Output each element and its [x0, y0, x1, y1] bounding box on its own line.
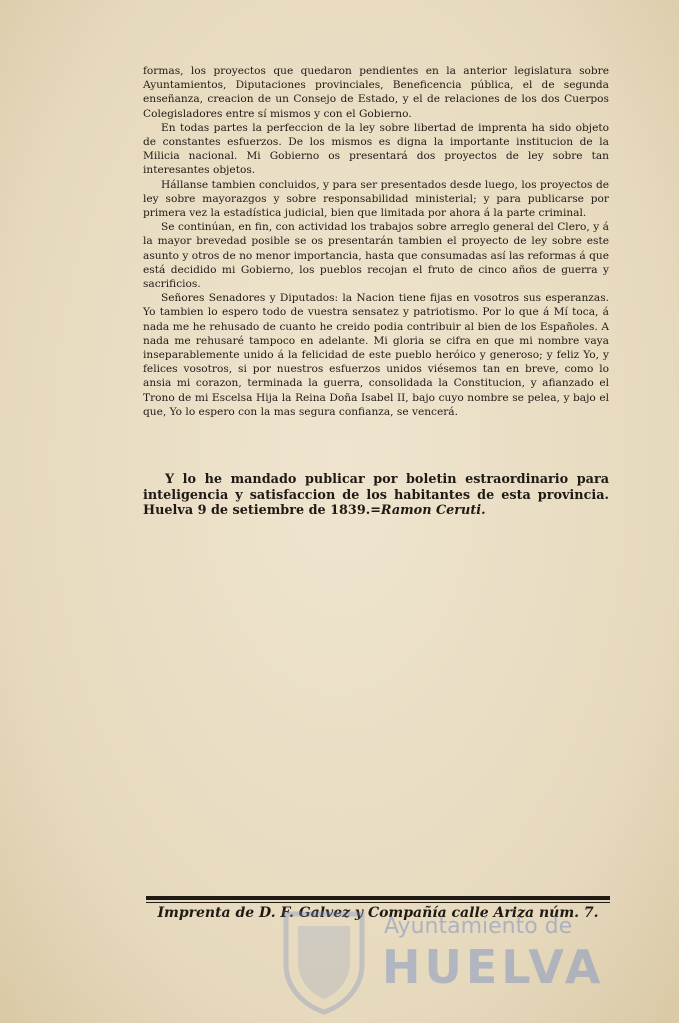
paragraph-5: Señores Senadores y Diputados: la Nacion tiene fijas en vosotros sus esperanzas. Yo tambien lo espero todo de vuestra sensatez y patriotismo. Por lo que á Mí toca, á nada me he rehusado de cuanto he creido podia contribuir al bien de los Españoles. A nada me rehusaré tampoco en adelante. Mi gloria se cifra en que mi nombre vaya inseparablemente unido á la felicidad de este pueblo heróico y generoso; y feliz Yo, y felices vosotros, si por nuestros esfuerzos unidos viésemos tan en breve, como lo ansia mi corazon, terminada la guerra, consolidada la Constitucion, y afianzado el Trono de mi Escelsa Hija la Reina Doña Isabel II, bajo cuyo nombre se pelea, y bajo el que, Yo lo espero con la mas segura confianza, se vencerá.: [143, 292, 609, 418]
footer-rule-thick: [146, 896, 610, 900]
body-text: [143, 64, 609, 419]
paragraph-3: Hállanse tambien concluidos, y para ser presentados desde luego, los proyectos de ley sobre mayorazgos y sobre responsabilidad ministerial; y para publicarse por primera vez la estadística judicial, bien que limitada por ahora á la parte criminal.: [143, 178, 609, 220]
footer-rule-thin: [146, 902, 610, 903]
printer-imprint: Imprenta de D. F. Galvez y Compañía calle Ariza núm. 7.: [157, 905, 599, 921]
paragraph-4: Se continúan, en fin, con actividad los trabajos sobre arreglo general del Clero, y á la mayor brevedad posible se os presentarán tambien el proyecto de ley sobre este asunto y otros de no menor importancia, hasta que consumadas así las reformas á que está decidido mi Gobierno, los pueblos recojan el fruto de cinco años de guerra y sacrificios.: [143, 221, 609, 291]
paragraph-1: formas, los proyectos que quedaron pendientes en la anterior legislatura sobre Ayuntamientos, Diputaciones provinciales, Beneficencia pública, el de segunda enseñanza, creacion de un Consejo de Estado, y el de relaciones de los dos Cuerpos Colegisladores entre sí mismos y con el Gobierno.: [143, 65, 609, 120]
shield-icon: [276, 906, 372, 1016]
stamp-line-1: Ayuntamiento de: [384, 914, 573, 939]
closing-paragraph: [143, 472, 609, 519]
stamp-line-2: HUELVA: [382, 940, 605, 994]
signature: =Ramon Ceruti.: [370, 503, 486, 518]
paragraph-2: En todas partes la perfeccion de la ley sobre libertad de imprenta ha sido objeto de constantes esfuerzos. De los mismos es digna la importante institucion de la Milicia nacional. Mi Gobierno os presentará dos proyectos de ley sobre tan interesantes objetos.: [143, 121, 609, 177]
closing-text: Y lo he mandado publicar por boletin estraordinario para inteligencia y satisfaccion de los habitantes de esta provincia. Huelva 9 de setiembre de 1839.: [143, 472, 609, 518]
bleed-through-text: [110, 480, 580, 890]
